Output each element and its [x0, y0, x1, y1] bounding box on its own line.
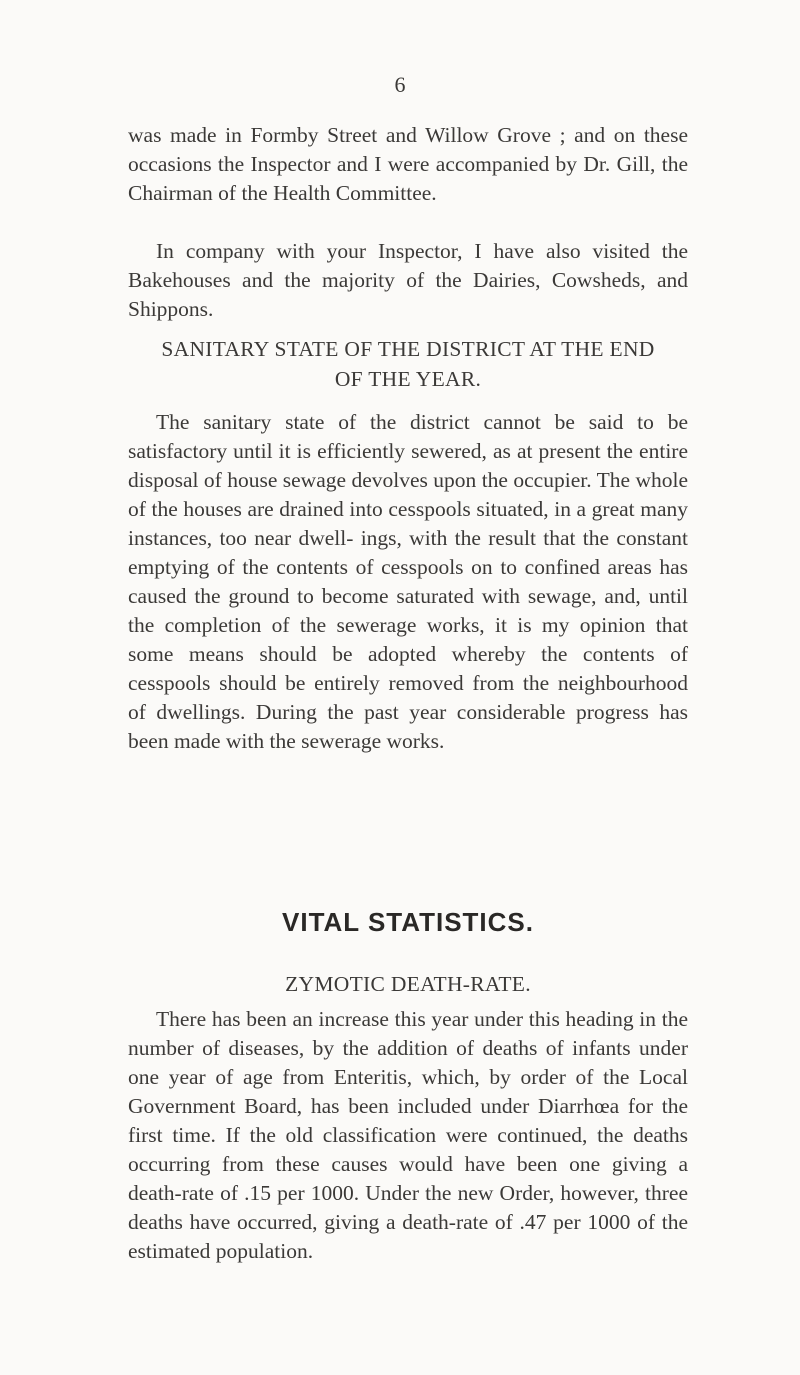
zymotic-death-rate-heading: ZYMOTIC DEATH-RATE.	[285, 972, 531, 996]
section-heading-line: OF THE YEAR.	[334, 367, 482, 391]
heading-zymotic	[128, 972, 688, 997]
paragraph-zymotic	[128, 1005, 688, 1266]
paragraph-continuation	[128, 121, 688, 208]
paragraph-text: The sanitary state of the district cannot be said to be satisfactory until it is efficiently sewered, as at present the entire disposal of house sewage devolves upon the occupier. The whole of the houses are drained into cesspools situated, in a great many instances, too near dwell- ings, with the result that the constant emptying of the contents of cesspools on to confined areas has caused the ground to become saturated with sewage, and, until the completion of the sewerage works, it is my opinion that some means should be adopted whereby the contents of cesspools should be entirely removed from the neighbourhood of dwellings. During the past year considerable progress has been made with the sewerage works.	[128, 410, 688, 753]
paragraph-sanitary-state	[128, 408, 688, 756]
paragraph-inspections	[128, 237, 688, 324]
vital-statistics-heading: VITAL STATISTICS.	[282, 907, 534, 937]
section-heading-line: SANITARY STATE OF THE DISTRICT AT THE END	[161, 337, 655, 361]
page-number: 6	[394, 72, 406, 97]
heading-vital-statistics	[128, 907, 688, 938]
paragraph-text: was made in Formby Street and Willow Grove ; and on these occasions the Inspector and I were accompanied by Dr. Gill, the Chairman of the Health Committee.	[128, 123, 688, 205]
section-heading-sanitary	[128, 335, 688, 394]
paragraph-text: There has been an increase this year under this heading in the number of diseases, by the addition of deaths of infants under one year of age from Enteritis, which, by order of the Local Government Board, has been included under Diarrhœa for the first time. If the old classification were continued, the deaths occurring from these causes would have been one giving a death-rate of .15 per 1000. Under the new Order, however, three deaths have occurred, giving a death-rate of .47 per 1000 of the estimated population.	[128, 1007, 688, 1263]
paragraph-text: In company with your Inspector, I have also visited the Bakehouses and the majority of the Dairies, Cowsheds, and Shippons.	[128, 239, 688, 321]
